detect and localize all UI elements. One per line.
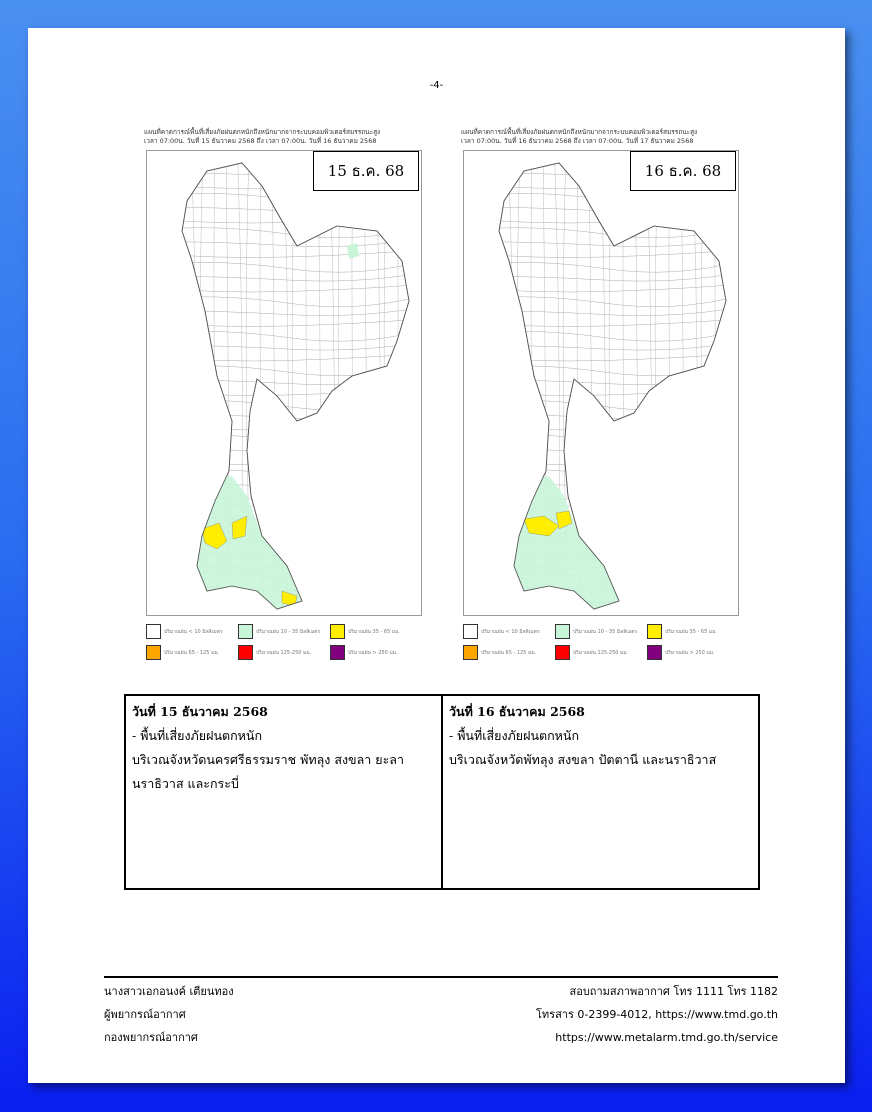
province-border — [497, 151, 500, 615]
province-border — [464, 549, 738, 557]
province-border — [464, 423, 738, 431]
contact-phone: สอบถามสภาพอากาศ โทร 1111 โทร 1182 — [569, 985, 778, 998]
thailand-map — [464, 151, 738, 615]
footer-contact — [536, 980, 778, 1049]
province-border — [376, 151, 381, 615]
province-border — [352, 151, 356, 615]
forecaster-name: นางสาวเอกอนงค์ เตียนทอง — [104, 985, 234, 998]
province-border — [147, 503, 421, 514]
legend-swatch — [555, 624, 570, 639]
province-border — [147, 446, 421, 454]
province-border — [464, 434, 738, 445]
forecast-table — [124, 694, 760, 890]
province-border — [147, 515, 421, 523]
legend-label: ปริมาณฝน 125-250 มม. — [256, 649, 312, 656]
legend-swatch — [647, 645, 662, 660]
legend-item — [647, 624, 739, 639]
province-border — [464, 515, 738, 523]
map-date-label: 16 ธ.ค. 68 — [630, 151, 736, 191]
province-border — [147, 469, 421, 480]
legend-item — [146, 645, 238, 660]
province-border — [464, 526, 738, 534]
cell-heading: - พื้นที่เสี่ยงภัยฝนตกหนัก — [449, 728, 580, 743]
province-border — [180, 151, 183, 615]
province-border — [147, 492, 421, 500]
legend-label: ปริมาณฝน 35 - 65 มม. — [348, 628, 401, 635]
legend-item — [463, 645, 555, 660]
map-date-label: 15 ธ.ค. 68 — [313, 151, 419, 191]
page-number: -4- — [429, 80, 444, 91]
legend-label: ปริมาณฝน 65 - 125 มม. — [164, 649, 220, 656]
forecast-map-day1 — [146, 128, 426, 660]
province-border — [464, 538, 738, 549]
document-page — [28, 28, 845, 1083]
cell-areas: บริเวณจังหวัดนครศรีธรรมราช พัทลุง สงขลา ยะลา นราธิวาส และกระบี่ — [132, 752, 404, 791]
province-border — [464, 480, 738, 488]
province-border — [147, 457, 421, 465]
map-frame — [146, 150, 422, 616]
province-border — [727, 151, 730, 615]
province-border — [464, 492, 738, 500]
table-cell-day2 — [441, 696, 758, 888]
legend — [463, 624, 743, 660]
legend-label: ปริมาณฝน 65 - 125 มม. — [481, 649, 537, 656]
legend-item — [647, 645, 739, 660]
forecaster-title: ผู้พยากรณ์อากาศ — [104, 1008, 186, 1021]
province-border — [364, 151, 367, 615]
legend-swatch — [555, 645, 570, 660]
province-border — [681, 151, 684, 615]
legend-swatch — [146, 624, 161, 639]
province-border — [485, 151, 489, 615]
legend-swatch — [463, 624, 478, 639]
legend-item — [330, 645, 422, 660]
province-border — [147, 480, 421, 488]
cell-date: วันที่ 15 ธันวาคม 2568 — [132, 704, 268, 719]
legend-label: ปริมาณฝน 10 - 35 มิลลิเมตร — [573, 628, 638, 635]
legend-item — [330, 624, 422, 639]
contact-service-url[interactable]: https://www.metalarm.tmd.go.th/service — [555, 1031, 778, 1044]
province-border — [410, 151, 413, 615]
legend — [146, 624, 426, 660]
legend-label: ปริมาณฝน < 10 มิลลิเมตร — [164, 628, 223, 635]
province-border — [384, 151, 390, 615]
legend-swatch — [463, 645, 478, 660]
province-border — [147, 411, 421, 419]
cell-heading: - พื้นที่เสี่ยงภัยฝนตกหนัก — [132, 728, 263, 743]
province-border — [701, 151, 707, 615]
province-border — [398, 151, 402, 615]
legend-item — [555, 624, 647, 639]
province-border — [669, 151, 673, 615]
province-border — [147, 607, 421, 616]
province-border — [147, 434, 421, 445]
province-border — [464, 457, 738, 465]
province-border — [464, 446, 738, 454]
legend-item — [555, 645, 647, 660]
legend-swatch — [330, 645, 345, 660]
province-border — [464, 607, 738, 616]
legend-item — [146, 624, 238, 639]
forecast-map-day2 — [463, 128, 743, 660]
province-border — [715, 151, 719, 615]
legend-swatch — [238, 645, 253, 660]
province-border — [693, 151, 698, 615]
legend-label: ปริมาณฝน 35 - 65 มม. — [665, 628, 718, 635]
province-border — [464, 469, 738, 480]
thailand-map — [147, 151, 421, 615]
legend-label: ปริมาณฝน > 250 มม. — [665, 649, 715, 656]
contact-fax-web[interactable]: โทรสาร 0-2399-4012, https://www.tmd.go.th — [536, 1008, 778, 1021]
legend-swatch — [146, 645, 161, 660]
legend-item — [463, 624, 555, 639]
province-border — [471, 151, 477, 615]
legend-item — [238, 624, 330, 639]
legend-label: ปริมาณฝน 125-250 มม. — [573, 649, 629, 656]
cell-date: วันที่ 16 ธันวาคม 2568 — [449, 704, 585, 719]
legend-swatch — [647, 624, 662, 639]
province-border — [154, 151, 160, 615]
division: กองพยากรณ์อากาศ — [104, 1031, 198, 1044]
legend-swatch — [238, 624, 253, 639]
map-frame — [463, 150, 739, 616]
footer-signature — [104, 980, 234, 1049]
province-border — [147, 549, 421, 557]
map-period: เวลา 07:00น. วันที่ 16 ธันวาคม 2568 ถึง เวลา 07:00น. วันที่ 17 ธันวาคม 2568 — [461, 137, 694, 145]
province-border — [464, 411, 738, 419]
cell-areas: บริเวณจังหวัดพัทลุง สงขลา ปัตตานี และนราธิวาส — [449, 752, 717, 767]
province-border — [464, 503, 738, 514]
province-border — [147, 526, 421, 534]
province-border — [168, 151, 172, 615]
legend-label: ปริมาณฝน > 250 มม. — [348, 649, 398, 656]
table-cell-day1 — [126, 696, 441, 888]
legend-label: ปริมาณฝน < 10 มิลลิเมตร — [481, 628, 540, 635]
legend-item — [238, 645, 330, 660]
legend-swatch — [330, 624, 345, 639]
province-border — [147, 538, 421, 549]
province-border — [147, 423, 421, 431]
legend-label: ปริมาณฝน 10 - 35 มิลลิเมตร — [256, 628, 321, 635]
map-period: เวลา 07:00น. วันที่ 15 ธันวาคม 2568 ถึง เวลา 07:00น. วันที่ 16 ธันวาคม 2568 — [144, 137, 377, 145]
map-title: แผนที่คาดการณ์พื้นที่เสี่ยงภัยฝนตกหนักถึงหนักมากจากระบบคอมพิวเตอร์สมรรถนะสูง — [461, 128, 698, 136]
footer — [104, 976, 778, 1049]
map-title: แผนที่คาดการณ์พื้นที่เสี่ยงภัยฝนตกหนักถึงหนักมากจากระบบคอมพิวเตอร์สมรรถนะสูง — [144, 128, 381, 136]
